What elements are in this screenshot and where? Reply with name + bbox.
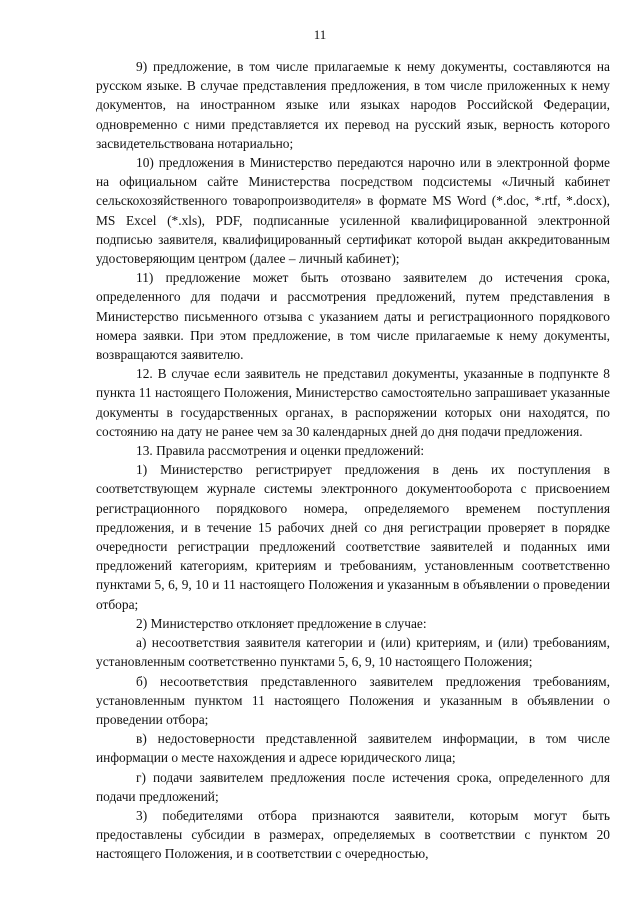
rule-1: 1) Министерство регистрирует предложения в день их поступления в соответствующем журнале системы электронного документооборота с присвоением регистрационного порядкового номера, определяемого временем поступления предложения, и в течение 15 рабочих дней со дня регистрации проверяет в порядке очередности регистрации предложений соответствие заявителей и поданных ими предложений категориям, критериям и требованиям, установленным соответственно пунктами 5, 6, 9, 10 и 11 настоящего Положения и указанным в объявлении о проведении отбора;	[96, 462, 610, 612]
paragraph-11: 11) предложение может быть отозвано заявителем до истечения срока, определенного для подачи и рассмотрения предложений, путем представления в Министерство письменного отзыва с указанием даты и регистрационного порядкового номера заявки. При этом предложение, в том числе прилагаемые к нему документы, возвращаются заявителю.	[96, 270, 610, 363]
document-body	[96, 57, 610, 864]
rule-2-item-b: б) несоответствия представленного заявителем предложения требованиям, установленным пунктом 11 настоящего Положения и указанным в объявлении о проведении отбора;	[96, 673, 610, 727]
paragraph-10: 10) предложения в Министерство передаются нарочно или в электронной форме на официальном сайте Министерства посредством подсистемы «Личный кабинет сельскохозяйственного товаропроизводителя» в формате MS Word (*.doc, *.rtf, *.docx), MS Excel (*.xls), PDF, подписанные усиленной квалифицированной электронной подписью заявителя, квалифицированный сертификат которой выдан аккредитованным удостоверяющим центром (далее – личный кабинет);	[96, 155, 610, 267]
rule-3: 3) победителями отбора признаются заявители, которым могут быть предоставлены субсидии в размерах, определяемых в соответствии с пунктом 20 настоящего Положения, и в соответствии с очередностью,	[96, 807, 610, 862]
rule-2-item-v: в) недостоверности представленной заявителем информации, в том числе информации о месте нахождения и адресе юридического лица;	[96, 731, 610, 766]
rule-2-item-a: а) несоответствия заявителя категории и (или) критериям, и (или) требованиям, установленным соответственно пунктами 5, 6, 9, 10 настоящего Положения;	[96, 635, 610, 670]
paragraph-9: 9) предложение, в том числе прилагаемые к нему документы, составляются на русском языке. В случае представления предложения, в том числе приложенных к нему документов, на иностранном языке или языках народов Российской Федерации, одновременно с ними представляется их перевод на русский язык, верность которого засвидетельствована нотариально;	[96, 59, 610, 151]
page-number: 11	[313, 27, 327, 42]
rule-2: 2) Министерство отклоняет предложение в случае:	[136, 615, 427, 631]
section-13-heading: 13. Правила рассмотрения и оценки предложений:	[136, 443, 425, 459]
section-12: 12. В случае если заявитель не представил документы, указанные в подпункте 8 пункта 11 настоящего Положения, Министерство самостоятельно запрашивает указанные документы в государственных органах, в распоряжении которых они находятся, по состоянию на дату не ранее чем за 30 календарных дней до дня подачи предложения.	[96, 366, 610, 439]
rule-2-item-g: г) подачи заявителем предложения после истечения срока, определенного для подачи предложений;	[96, 769, 610, 804]
